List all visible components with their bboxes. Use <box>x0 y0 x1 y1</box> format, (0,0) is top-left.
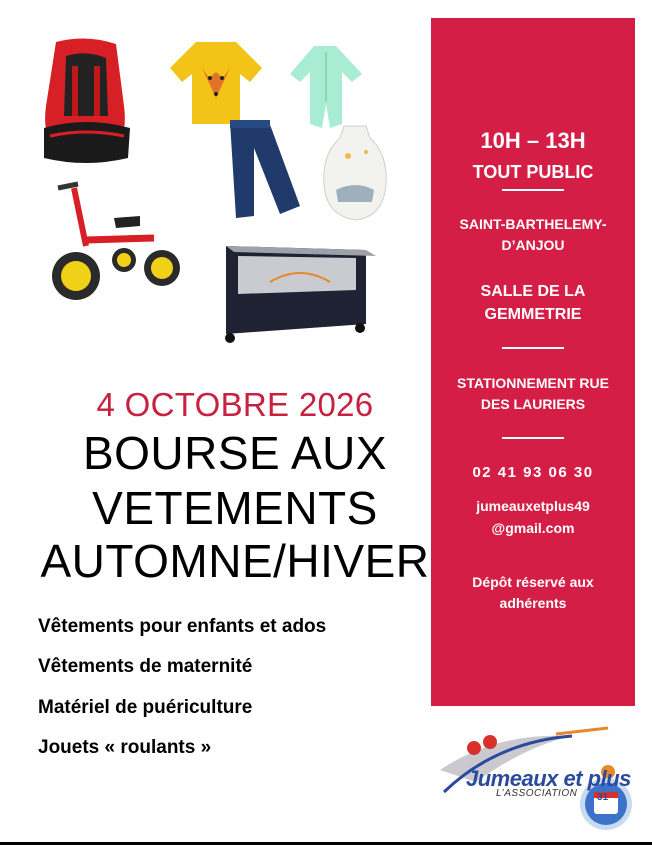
logo-name: Jumeaux et plus <box>466 766 631 791</box>
list-item: Vêtements pour enfants et ados <box>38 616 327 637</box>
divider <box>502 437 564 439</box>
divider <box>502 189 564 191</box>
venue-line-2: GEMMETRIE <box>484 306 582 323</box>
parking-line-1: STATIONNEMENT RUE <box>457 375 609 391</box>
list-item: Vêtements de maternité <box>38 656 253 677</box>
email-line-2: @gmail.com <box>491 520 575 536</box>
travel-cot-icon <box>210 234 380 352</box>
audience: TOUT PUBLIC <box>472 162 594 182</box>
divider <box>502 347 564 349</box>
tricycle-icon <box>44 180 188 304</box>
email-line-1: jumeauxetplus49 <box>476 498 590 514</box>
sleeping-bag-icon <box>322 124 388 222</box>
phone-number: 02 41 93 06 30 <box>472 464 594 481</box>
title-line-3: AUTOMNE/HIVER <box>40 535 430 587</box>
jeans-icon <box>224 118 304 218</box>
list-item: Matériel de puériculture <box>38 697 253 718</box>
deposit-note <box>431 572 635 614</box>
town-line-1: SAINT-BARTHELEMY- <box>459 216 607 232</box>
parking <box>431 373 635 415</box>
email-address[interactable] <box>431 495 635 539</box>
note-line-1: Dépôt réservé aux <box>472 574 594 590</box>
logo-subtitle: L’ASSOCIATION <box>496 788 578 799</box>
venue <box>431 280 635 326</box>
association-logo <box>436 722 636 832</box>
info-panel <box>431 18 635 706</box>
sweater-icon <box>168 38 264 126</box>
event-date: 4 OCTOBRE 2026 <box>96 386 374 423</box>
car-seat-icon <box>36 36 134 170</box>
note-line-2: adhérents <box>499 595 567 611</box>
hours: 10H – 13H <box>480 128 586 153</box>
title-line-1: BOURSE AUX <box>82 427 388 479</box>
calendar-day: 31 <box>597 792 609 803</box>
town-line-2: D’ANJOU <box>501 237 565 253</box>
list-item: Jouets « roulants » <box>38 737 212 758</box>
town <box>431 214 635 256</box>
venue-line-1: SALLE DE LA <box>480 283 586 300</box>
parking-line-2: DES LAURIERS <box>480 396 586 412</box>
title-line-2: VETEMENTS <box>92 482 378 534</box>
